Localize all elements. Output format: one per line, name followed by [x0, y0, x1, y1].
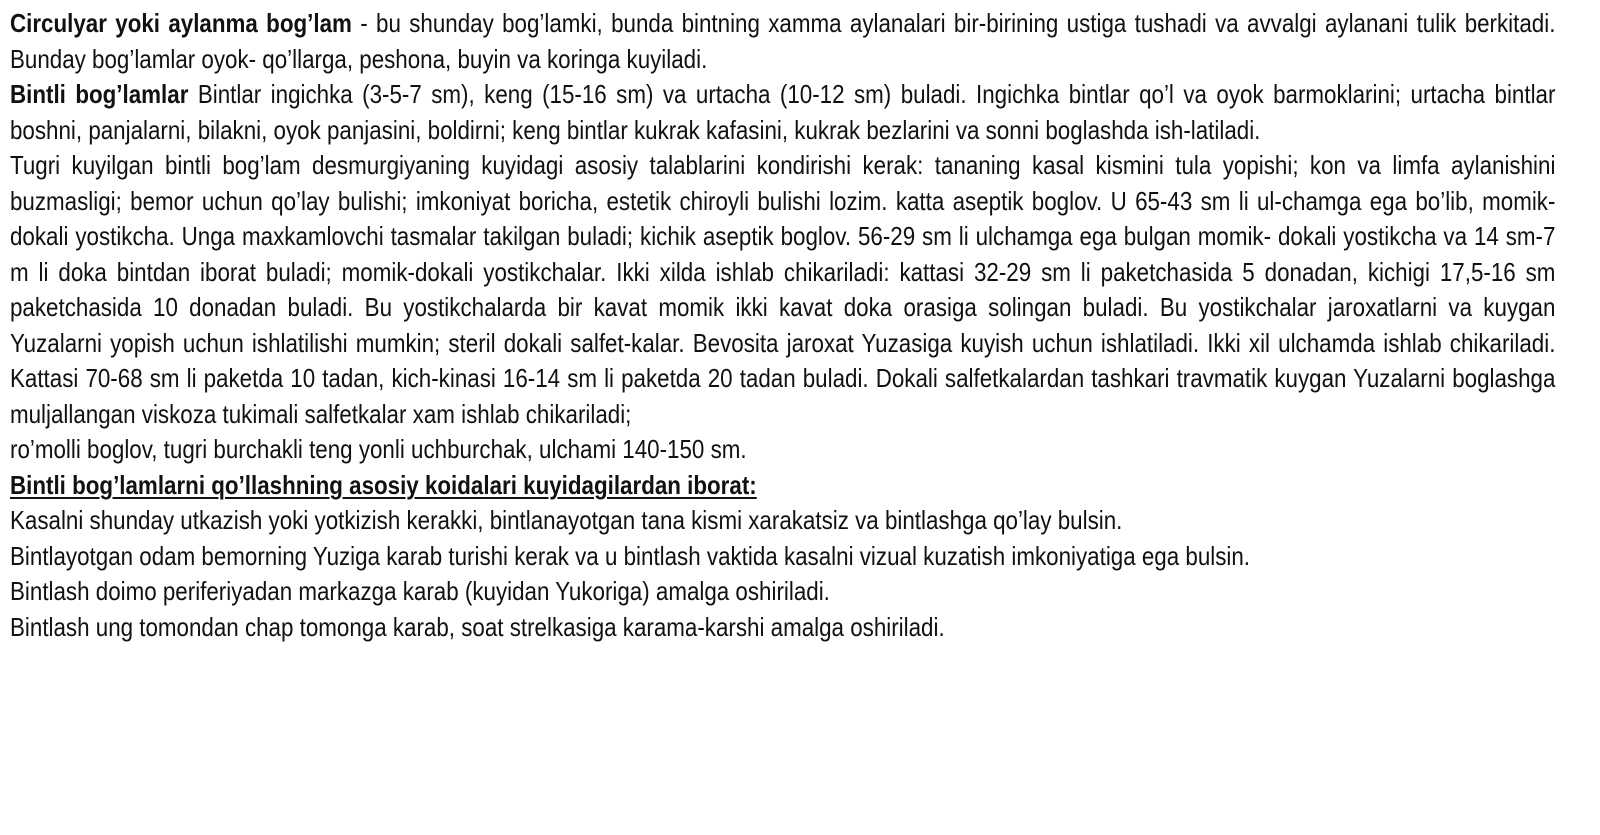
rule-item: Bintlash doimo periferiyadan markazga karab (kuyidan Yukoriga) amalga oshiriladi. [10, 576, 830, 606]
rule-item: Kasalni shunday utkazish yoki yotkizish kerakki, bintlanayotgan tana kismi xarakatsiz va bintlashga qo’lay bulsin. [10, 505, 1123, 535]
paragraph-text: Bintlar ingichka (3-5-7 sm), keng (15-16 sm) va urtacha (10-12 sm) buladi. Ingichka bintlar qo’l va oyok barmoklarini; urtacha bintlar boshni, panjalarni, bilakni, oyok panjasini, boldirni; keng bintlar kukrak kafasini, kukrak bezlarini va sonni boglashda ish-latiladi. [10, 79, 1556, 145]
rule-item: Bintlayotgan odam bemorning Yuziga karab turishi kerak va u bintlash vaktida kasalni vizual kuzatish imkoniyatiga ega bulsin. [10, 540, 1251, 571]
document-page [10, 6, 1555, 645]
term-circular-bandage: Circulyar yoki aylanma bog’lam [10, 8, 352, 38]
term-bandages: Bintli bog’lamlar [10, 79, 189, 109]
section-heading: Bintli bog’lamlarni qo’llashning asosiy koidalari kuyidagilardan iborat: [10, 469, 757, 500]
paragraph-bandages [10, 77, 1555, 148]
paragraph-text: - bu shunday bog’lamki, bunda bintning xamma aylanalari bir-birining ustiga tushadi va avvalgi aylanani tulik berkitadi. Bunday bog’lamlar oyok- qo’llarga, peshona, buyin va koringa kuyiladi. [10, 8, 1556, 74]
rule-item: Bintlash ung tomondan chap tomonga karab, soat strelkasiga karama-karshi amalga oshiriladi. [10, 611, 945, 642]
paragraph-circular-bandage [10, 6, 1555, 77]
paragraph-requirements: Tugri kuyilgan bintli bog’lam desmurgiyaning kuyidagi asosiy talablarini kondirishi kerak: tananing kasal kismini tula yopishi; kon va limfa aylanishini buzmasligi; bemor uchun qo’lay bulishi; imkoniyat boricha, estetik chiroyli bulishi lozim. katta aseptik boglov. U 65-43 sm li ul-chamga ega bo’lib, momik-dokali yostikcha. Unga maxkamlovchi tasmalar takilgan buladi; kichik aseptik boglov. 56-29 sm li ulchamga ega bulgan momik- dokali yostikcha va 14 sm-7 m li doka bintdan iborat buladi; momik-dokali yostikchalar. Ikki xilda ishlab chikariladi: kattasi 32-29 sm li paketchasida 5 donadan, kichigi 17,5-16 sm paketchasida 10 donadan buladi. Bu yostikchalarda bir kavat momik ikki kavat doka orasiga solingan buladi. Bu yostikchalar jaroxatlarni va kuygan Yuzalarni yopish uchun ishlatilishi mumkin; steril dokali salfet-kalar. Bevosita jaroxat Yuzasiga kuyish uchun ishlatiladi. Ikki xil ulchamda ishlab chikariladi. Kattasi 70-68 sm li paketda 10 tadan, kich-kinasi 16-14 sm li paketda 20 tadan buladi. Dokali salfetkalardan tashkari travmatik kuygan Yuzalarni boglashga muljallangan viskoza tukimali salfetkalar xam ishlab chikariladi; [10, 150, 1556, 429]
paragraph-kerchief-bandage: ro’molli boglov, tugri burchakli teng yonli uchburchak, ulchami 140-150 sm. [10, 434, 747, 464]
